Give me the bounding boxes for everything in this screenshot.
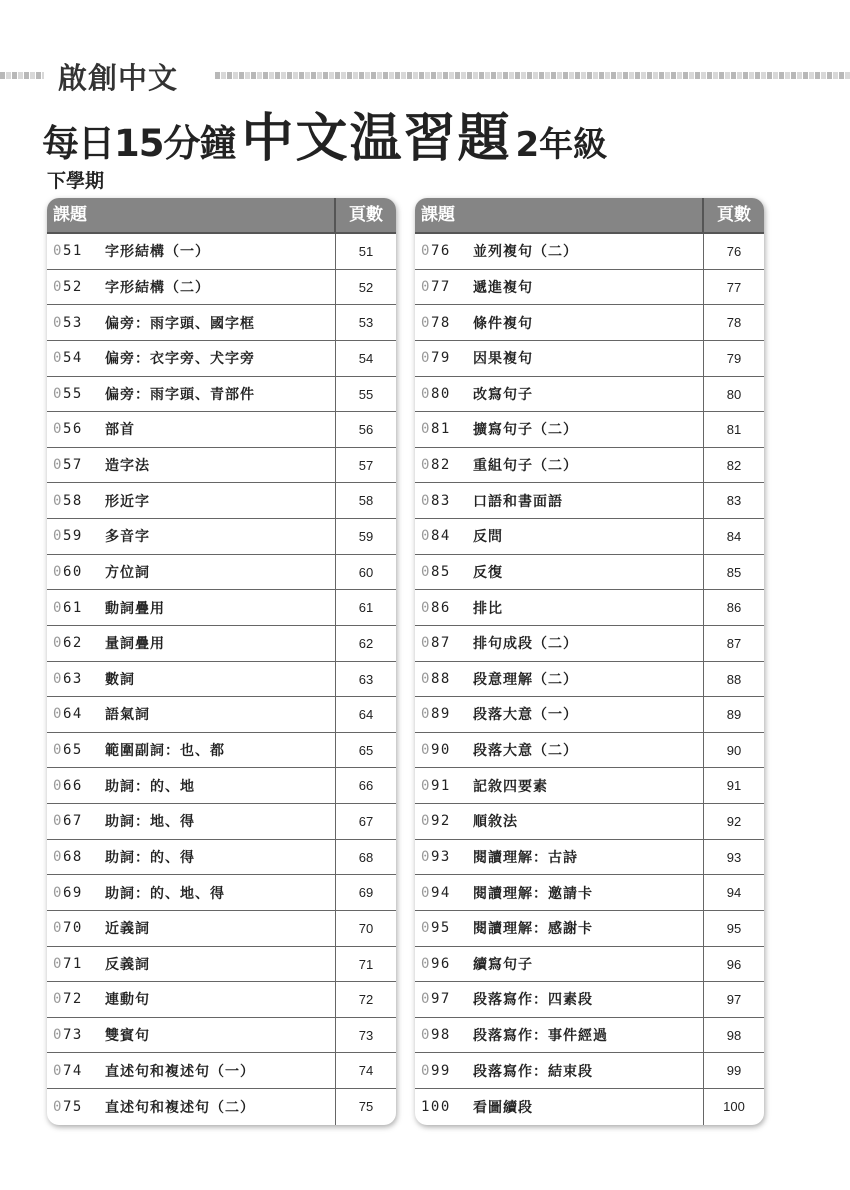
page-number: 92 [726, 814, 742, 829]
book-title [42, 96, 607, 171]
lesson-title: 重組句子（二） [473, 458, 578, 475]
lesson-title: 數詞 [105, 671, 135, 688]
table-row [415, 947, 764, 983]
page-number: 78 [726, 315, 742, 331]
table-row [415, 662, 764, 698]
topic-cell [415, 840, 704, 875]
page-number: 80 [726, 386, 742, 402]
page-number: 75 [358, 1099, 374, 1114]
lesson-number: 081 [421, 421, 451, 438]
lesson-title: 段落寫作：結束段 [473, 1063, 593, 1080]
topic-cell [415, 483, 704, 518]
topic-cell [415, 626, 704, 661]
page-number: 71 [358, 956, 374, 972]
lesson-number: 056 [53, 421, 83, 438]
page-number: 81 [726, 422, 742, 438]
topic-cell [47, 662, 336, 697]
lesson-number: 063 [53, 670, 83, 687]
lesson-title: 擴寫句子（二） [473, 422, 578, 439]
lesson-number: 100 [421, 1098, 451, 1115]
topic-cell [415, 412, 704, 447]
table-row [415, 1089, 764, 1125]
lesson-title: 助詞：的、地 [105, 778, 195, 795]
topic-cell [47, 377, 336, 412]
table-row [415, 626, 764, 662]
lesson-title: 反問 [473, 529, 503, 546]
page-number: 68 [358, 849, 374, 865]
page-number: 98 [726, 1027, 742, 1043]
page-number: 97 [726, 992, 742, 1008]
title-main: 中文温習題 [241, 109, 512, 169]
lesson-number: 062 [53, 635, 83, 652]
lesson-number: 061 [53, 599, 83, 616]
lesson-number: 082 [421, 457, 451, 474]
lesson-title: 多音字 [105, 529, 150, 546]
lesson-number: 057 [53, 457, 83, 474]
page-number: 60 [358, 564, 374, 580]
page-number: 72 [358, 992, 374, 1008]
page-number: 89 [726, 707, 742, 723]
lesson-number: 087 [421, 635, 451, 652]
table-row [47, 341, 396, 377]
lesson-number: 060 [53, 563, 83, 580]
decorative-dotted-band [0, 72, 44, 79]
table-row [415, 840, 764, 876]
topic-cell [47, 1089, 336, 1125]
lesson-title: 段落寫作：四素段 [473, 992, 593, 1009]
table-row [47, 590, 396, 626]
topic-cell [47, 270, 336, 305]
table-row [47, 804, 396, 840]
lesson-number: 097 [421, 991, 451, 1008]
lesson-title: 字形結構（二） [105, 279, 210, 296]
page-number: 85 [726, 564, 742, 580]
table-row [47, 840, 396, 876]
contents-table-right [415, 198, 764, 1125]
lesson-title: 偏旁：雨字頭、國字框 [105, 315, 255, 332]
topic-cell [415, 662, 704, 697]
page-number: 65 [358, 742, 374, 758]
lesson-title: 直述句和複述句（二） [105, 1099, 255, 1116]
page-number: 67 [358, 814, 374, 829]
lesson-title: 段落寫作：事件經過 [473, 1028, 608, 1045]
page-number: 94 [726, 885, 742, 901]
table-row [47, 947, 396, 983]
page-number: 77 [726, 279, 742, 295]
lesson-title: 量詞疊用 [105, 636, 165, 653]
topic-cell [47, 483, 336, 518]
page-column-header: 頁數 [717, 205, 751, 225]
topic-cell [415, 875, 704, 910]
table-row [47, 412, 396, 448]
lesson-title: 順敘法 [473, 814, 518, 831]
page-number: 55 [358, 386, 374, 402]
table-row [415, 377, 764, 413]
lesson-title: 直述句和複述句（一） [105, 1063, 255, 1080]
page-number: 56 [358, 422, 374, 438]
lesson-title: 閱讀理解：感謝卡 [473, 921, 593, 938]
lesson-number: 053 [53, 314, 83, 331]
lesson-number: 069 [53, 884, 83, 901]
lesson-title: 偏旁：衣字旁、犬字旁 [105, 351, 255, 368]
lesson-title: 部首 [105, 422, 135, 439]
topic-cell [415, 234, 704, 269]
topic-cell [415, 555, 704, 590]
table-row [415, 911, 764, 947]
table-header [415, 198, 764, 234]
table-row [415, 982, 764, 1018]
page-number: 57 [358, 457, 374, 473]
table-row [415, 1018, 764, 1054]
title-prefix: 每日15分鐘 [42, 122, 236, 165]
topic-cell [415, 519, 704, 554]
brand-logo: 啟創中文 [58, 61, 179, 95]
lesson-number: 059 [53, 528, 83, 545]
page-number: 93 [726, 849, 742, 865]
topic-cell [47, 519, 336, 554]
topic-cell [47, 982, 336, 1017]
lesson-title: 段落大意（一） [473, 707, 578, 724]
lesson-number: 076 [421, 243, 451, 260]
lesson-title: 動詞疊用 [105, 600, 165, 617]
title-grade: 2年級 [515, 125, 608, 165]
page-number: 62 [358, 635, 374, 651]
page-number: 83 [726, 493, 742, 509]
topic-cell [415, 1089, 704, 1125]
lesson-number: 098 [421, 1027, 451, 1044]
page-number: 100 [723, 1099, 745, 1114]
lesson-title: 遞進複句 [473, 279, 533, 296]
table-row [47, 555, 396, 591]
table-row [415, 270, 764, 306]
lesson-number: 095 [421, 920, 451, 937]
lesson-title: 閱讀理解：邀請卡 [473, 885, 593, 902]
topic-cell [415, 448, 704, 483]
table-row [47, 662, 396, 698]
topic-cell [415, 1053, 704, 1088]
lesson-title: 續寫句子 [473, 956, 533, 973]
table-row [47, 377, 396, 413]
lesson-number: 089 [421, 706, 451, 723]
table-row [47, 483, 396, 519]
lesson-number: 094 [421, 884, 451, 901]
page-number: 66 [358, 778, 374, 794]
contents-table-left [47, 198, 396, 1125]
table-row [415, 483, 764, 519]
table-row [47, 733, 396, 769]
topic-cell [415, 377, 704, 412]
lesson-title: 形近字 [105, 493, 150, 510]
table-row [47, 1053, 396, 1089]
lesson-title: 排比 [473, 600, 503, 617]
page-number: 58 [358, 493, 374, 509]
page-number: 96 [726, 956, 742, 972]
lesson-number: 075 [53, 1098, 83, 1115]
topic-cell [47, 1018, 336, 1053]
lesson-number: 064 [53, 706, 83, 723]
table-row [415, 341, 764, 377]
page-number: 86 [726, 600, 742, 616]
table-row [47, 697, 396, 733]
lesson-title: 看圖續段 [473, 1099, 533, 1116]
lesson-title: 連動句 [105, 992, 150, 1009]
lesson-title: 閱讀理解：古詩 [473, 849, 578, 866]
topic-cell [47, 1053, 336, 1088]
topic-column-header: 課題 [47, 198, 336, 232]
table-row [47, 1089, 396, 1125]
lesson-number: 051 [53, 243, 83, 260]
page-number: 91 [726, 778, 742, 794]
topic-cell [415, 341, 704, 376]
lesson-number: 073 [53, 1027, 83, 1044]
term-heading: 下學期 [47, 170, 105, 192]
page-number: 74 [358, 1063, 374, 1079]
topic-cell [47, 875, 336, 910]
lesson-number: 079 [421, 350, 451, 367]
page-number: 84 [726, 529, 742, 544]
topic-cell [415, 768, 704, 803]
topic-cell [47, 305, 336, 340]
table-row [415, 804, 764, 840]
lesson-number: 058 [53, 492, 83, 509]
topic-cell [415, 804, 704, 839]
table-row [47, 270, 396, 306]
lesson-title: 近義詞 [105, 921, 150, 938]
lesson-number: 090 [421, 742, 451, 759]
topic-cell [47, 448, 336, 483]
lesson-title: 口語和書面語 [473, 493, 563, 510]
lesson-number: 065 [53, 742, 83, 759]
lesson-number: 052 [53, 278, 83, 295]
table-row [415, 768, 764, 804]
lesson-title: 偏旁：雨字頭、青部件 [105, 386, 255, 403]
lesson-number: 068 [53, 848, 83, 865]
page-number: 59 [358, 529, 374, 544]
lesson-title: 助詞：的、得 [105, 849, 195, 866]
lesson-number: 096 [421, 955, 451, 972]
table-row [415, 234, 764, 270]
lesson-title: 雙賓句 [105, 1028, 150, 1045]
table-row [415, 555, 764, 591]
lesson-number: 093 [421, 848, 451, 865]
table-row [47, 1018, 396, 1054]
topic-cell [415, 697, 704, 732]
topic-cell [47, 840, 336, 875]
lesson-title: 條件複句 [473, 315, 533, 332]
lesson-title: 語氣詞 [105, 707, 150, 724]
table-row [47, 982, 396, 1018]
lesson-number: 067 [53, 813, 83, 830]
topic-cell [47, 947, 336, 982]
topic-cell [415, 947, 704, 982]
topic-cell [47, 911, 336, 946]
lesson-number: 078 [421, 314, 451, 331]
topic-cell [415, 305, 704, 340]
decorative-dotted-band [215, 72, 850, 79]
topic-cell [415, 911, 704, 946]
lesson-number: 055 [53, 385, 83, 402]
lesson-title: 範圍副詞：也、都 [105, 743, 225, 760]
table-row [415, 1053, 764, 1089]
table-row [415, 875, 764, 911]
lesson-title: 造字法 [105, 458, 150, 475]
lesson-number: 066 [53, 777, 83, 794]
lesson-title: 段落大意（二） [473, 743, 578, 760]
lesson-title: 字形結構（一） [105, 244, 210, 261]
table-row [415, 697, 764, 733]
lesson-number: 054 [53, 350, 83, 367]
topic-cell [47, 412, 336, 447]
page-number: 88 [726, 671, 742, 687]
page-number: 69 [358, 885, 374, 901]
topic-column-header: 課題 [415, 198, 704, 232]
topic-cell [47, 555, 336, 590]
lesson-title: 記敘四要素 [473, 778, 548, 795]
lesson-title: 改寫句子 [473, 386, 533, 403]
table-row [415, 412, 764, 448]
lesson-title: 因果複句 [473, 351, 533, 368]
page-number: 70 [358, 920, 374, 936]
page-number: 54 [358, 350, 374, 366]
lesson-title: 助詞：地、得 [105, 814, 195, 831]
page-number: 87 [726, 635, 742, 651]
topic-cell [47, 590, 336, 625]
lesson-number: 072 [53, 991, 83, 1008]
table-row [415, 519, 764, 555]
table-row [47, 519, 396, 555]
lesson-number: 077 [421, 278, 451, 295]
lesson-number: 085 [421, 563, 451, 580]
topic-cell [47, 626, 336, 661]
page-number: 52 [358, 279, 374, 295]
table-row [47, 626, 396, 662]
lesson-number: 071 [53, 955, 83, 972]
page-column-header: 頁數 [349, 205, 383, 225]
table-row [415, 305, 764, 341]
lesson-number: 080 [421, 385, 451, 402]
lesson-title: 排句成段（二） [473, 636, 578, 653]
topic-cell [47, 234, 336, 269]
table-row [47, 448, 396, 484]
page-number: 61 [358, 600, 374, 616]
page-number: 63 [358, 671, 374, 687]
lesson-number: 099 [421, 1062, 451, 1079]
topic-cell [47, 804, 336, 839]
page-number: 73 [358, 1027, 374, 1043]
lesson-number: 086 [421, 599, 451, 616]
lesson-number: 091 [421, 777, 451, 794]
table-header [47, 198, 396, 234]
table-row [415, 448, 764, 484]
table-row [47, 768, 396, 804]
table-row [47, 305, 396, 341]
lesson-number: 092 [421, 813, 451, 830]
topic-cell [47, 733, 336, 768]
page-number: 51 [358, 244, 374, 259]
page-number: 64 [358, 707, 374, 723]
page-number: 99 [726, 1063, 742, 1079]
page-number: 82 [726, 457, 742, 473]
lesson-title: 方位詞 [105, 564, 150, 581]
topic-cell [415, 270, 704, 305]
lesson-title: 並列複句（二） [473, 244, 578, 261]
lesson-number: 088 [421, 670, 451, 687]
lesson-title: 反義詞 [105, 956, 150, 973]
table-row [47, 875, 396, 911]
table-row [415, 733, 764, 769]
page-number: 53 [358, 315, 374, 331]
lesson-number: 084 [421, 528, 451, 545]
page-number: 76 [726, 244, 742, 259]
lesson-title: 段意理解（二） [473, 671, 578, 688]
page-number: 90 [726, 742, 742, 758]
topic-cell [47, 341, 336, 376]
page-number: 95 [726, 920, 742, 936]
lesson-title: 反復 [473, 564, 503, 581]
topic-cell [415, 1018, 704, 1053]
table-row [47, 234, 396, 270]
topic-cell [415, 982, 704, 1017]
topic-cell [415, 733, 704, 768]
table-row [47, 911, 396, 947]
table-row [415, 590, 764, 626]
lesson-number: 074 [53, 1062, 83, 1079]
topic-cell [47, 697, 336, 732]
lesson-title: 助詞：的、地、得 [105, 885, 225, 902]
topic-cell [415, 590, 704, 625]
lesson-number: 070 [53, 920, 83, 937]
lesson-number: 083 [421, 492, 451, 509]
page-number: 79 [726, 350, 742, 366]
topic-cell [47, 768, 336, 803]
